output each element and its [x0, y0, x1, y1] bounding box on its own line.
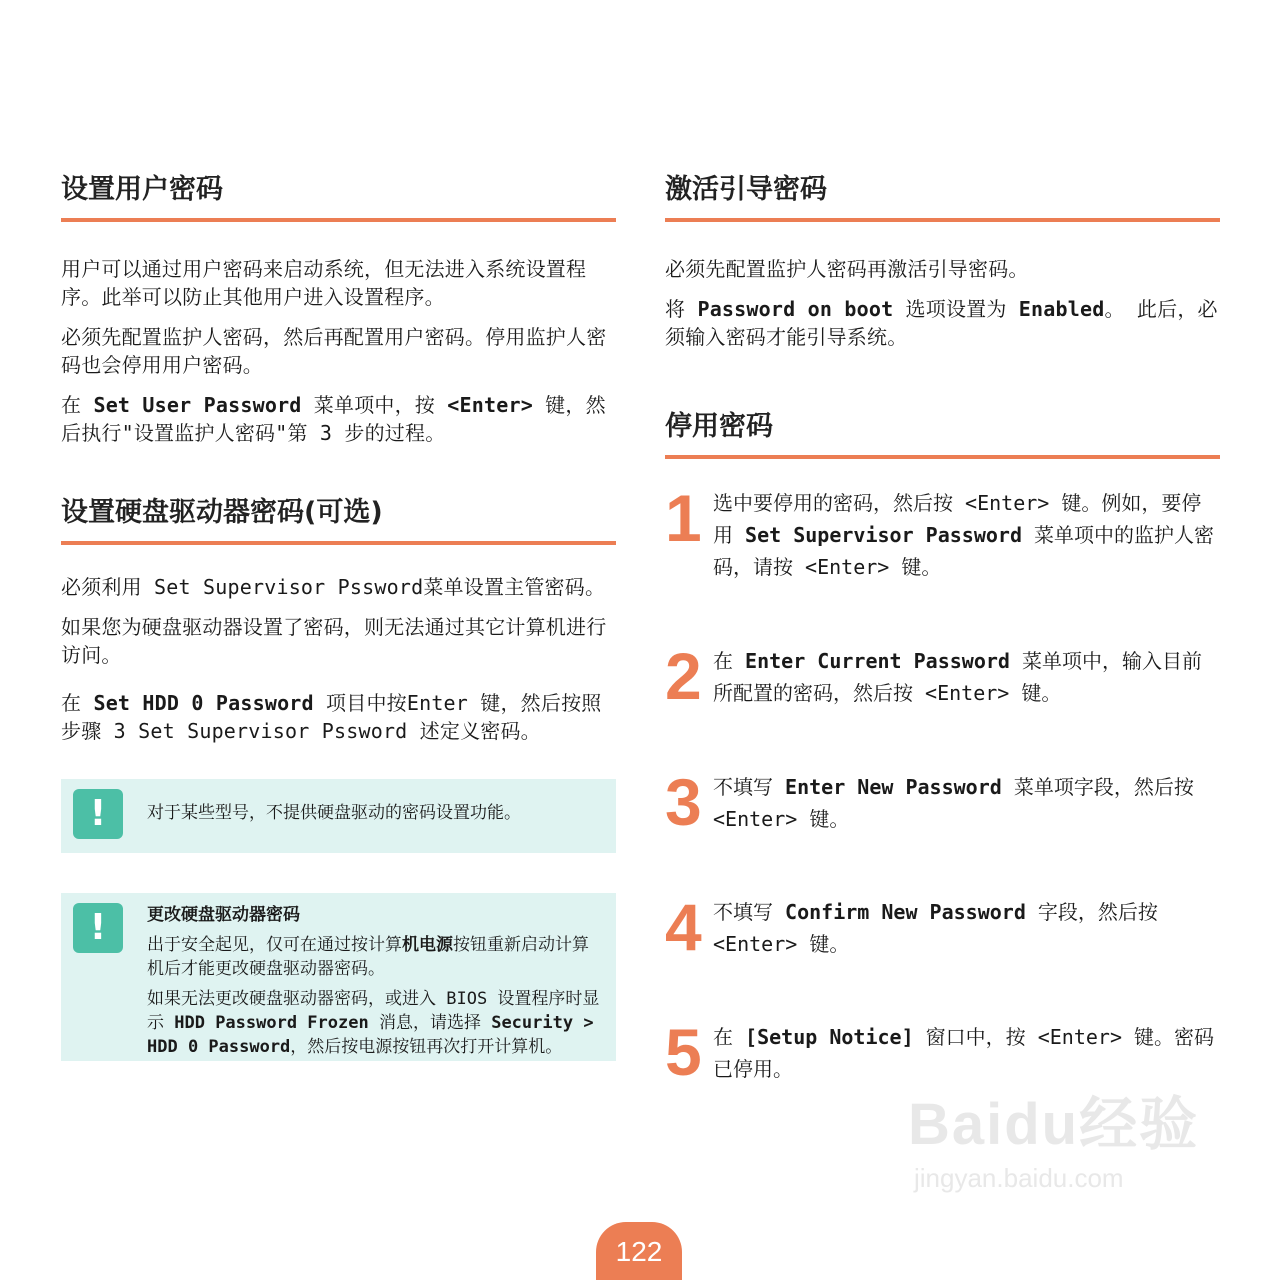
step-number: 4	[665, 890, 702, 964]
section-title: 激活引导密码	[665, 170, 1220, 222]
step-item	[665, 639, 1220, 713]
exclamation-icon: !	[73, 903, 123, 953]
note-box-hdd	[61, 893, 616, 1061]
exclamation-icon: !	[73, 789, 123, 839]
baidu-watermark	[908, 1090, 1208, 1230]
left-column	[61, 170, 616, 1061]
step-number: 1	[665, 481, 702, 555]
section-title: 停用密码	[665, 407, 1220, 459]
note-box	[61, 779, 616, 853]
step-item	[665, 765, 1220, 839]
note-text: 如果无法更改硬盘驱动器密码，或进入 BIOS 设置程序时显示 HDD Password Frozen 消息，请选择 Security > HDD 0 Password，然后按电源按钮再次打开计算机。	[147, 989, 600, 1057]
section-title: 设置用户密码	[61, 170, 616, 222]
step-text: 不填写 Enter New Password 菜单项字段，然后按 <Enter> 键。	[713, 775, 1194, 831]
step-text: 在 [Setup Notice] 窗口中，按 <Enter> 键。密码已停用。	[713, 1025, 1215, 1081]
step-item	[665, 481, 1220, 583]
step-item	[665, 890, 1220, 964]
note-text: 对于某些型号，不提供硬盘驱动的密码设置功能。	[147, 803, 521, 823]
step-number: 2	[665, 639, 702, 713]
section-hdd-password	[61, 493, 616, 745]
paragraph: 在 Set User Password 菜单项中，按 <Enter> 键，然后执行"设置监护人密码"第 3 步的过程。	[61, 393, 606, 445]
section-user-password	[61, 170, 616, 447]
step-text: 不填写 Confirm New Password 字段，然后按 <Enter> 键。	[713, 900, 1158, 956]
section-boot-password	[665, 170, 1220, 351]
section-disable-password	[665, 407, 1220, 1099]
step-text: 在 Enter Current Password 菜单项中，输入目前所配置的密码，然后按 <Enter> 键。	[713, 649, 1202, 705]
paragraph: 如果您为硬盘驱动器设置了密码，则无法通过其它计算机进行访问。	[61, 615, 607, 667]
watermark-logo: Baidu经验	[908, 1092, 1200, 1157]
step-number: 3	[665, 765, 702, 839]
paragraph: 必须利用 Set Supervisor Pssword菜单设置主管密码。	[61, 575, 606, 599]
steps-list	[665, 459, 1220, 1099]
step-text: 选中要停用的密码，然后按 <Enter> 键。例如，要停用 Set Supervisor Password 菜单项中的监护人密码，请按 <Enter> 键。	[713, 491, 1215, 579]
paragraph: 用户可以通过用户密码来启动系统，但无法进入系统设置程序。此举可以防止其他用户进入设置程序。	[61, 257, 587, 309]
paragraph: 必须先配置监护人密码再激活引导密码。	[665, 257, 1029, 281]
note-text: 出于安全起见，仅可在通过按计算机电源按钮重新启动计算机后才能更改硬盘驱动器密码。	[147, 935, 589, 979]
step-number: 5	[665, 1015, 702, 1089]
paragraph: 必须先配置监护人密码，然后再配置用户密码。停用监护人密码也会停用用户密码。	[61, 325, 607, 377]
paragraph: 将 Password on boot 选项设置为 Enabled。 此后，必须输入密码才能引导系统。	[665, 297, 1218, 349]
page-number: 122	[596, 1222, 682, 1280]
watermark-url: jingyan.baidu.com	[914, 1163, 1124, 1193]
note-title: 更改硬盘驱动器密码	[147, 905, 300, 925]
right-column	[665, 170, 1220, 1099]
paragraph: 在 Set HDD 0 Password 项目中按Enter 键，然后按照步骤 3 Set Supervisor Pssword 述定义密码。	[61, 691, 602, 743]
step-item	[665, 1015, 1220, 1089]
section-title: 设置硬盘驱动器密码(可选)	[61, 493, 616, 545]
